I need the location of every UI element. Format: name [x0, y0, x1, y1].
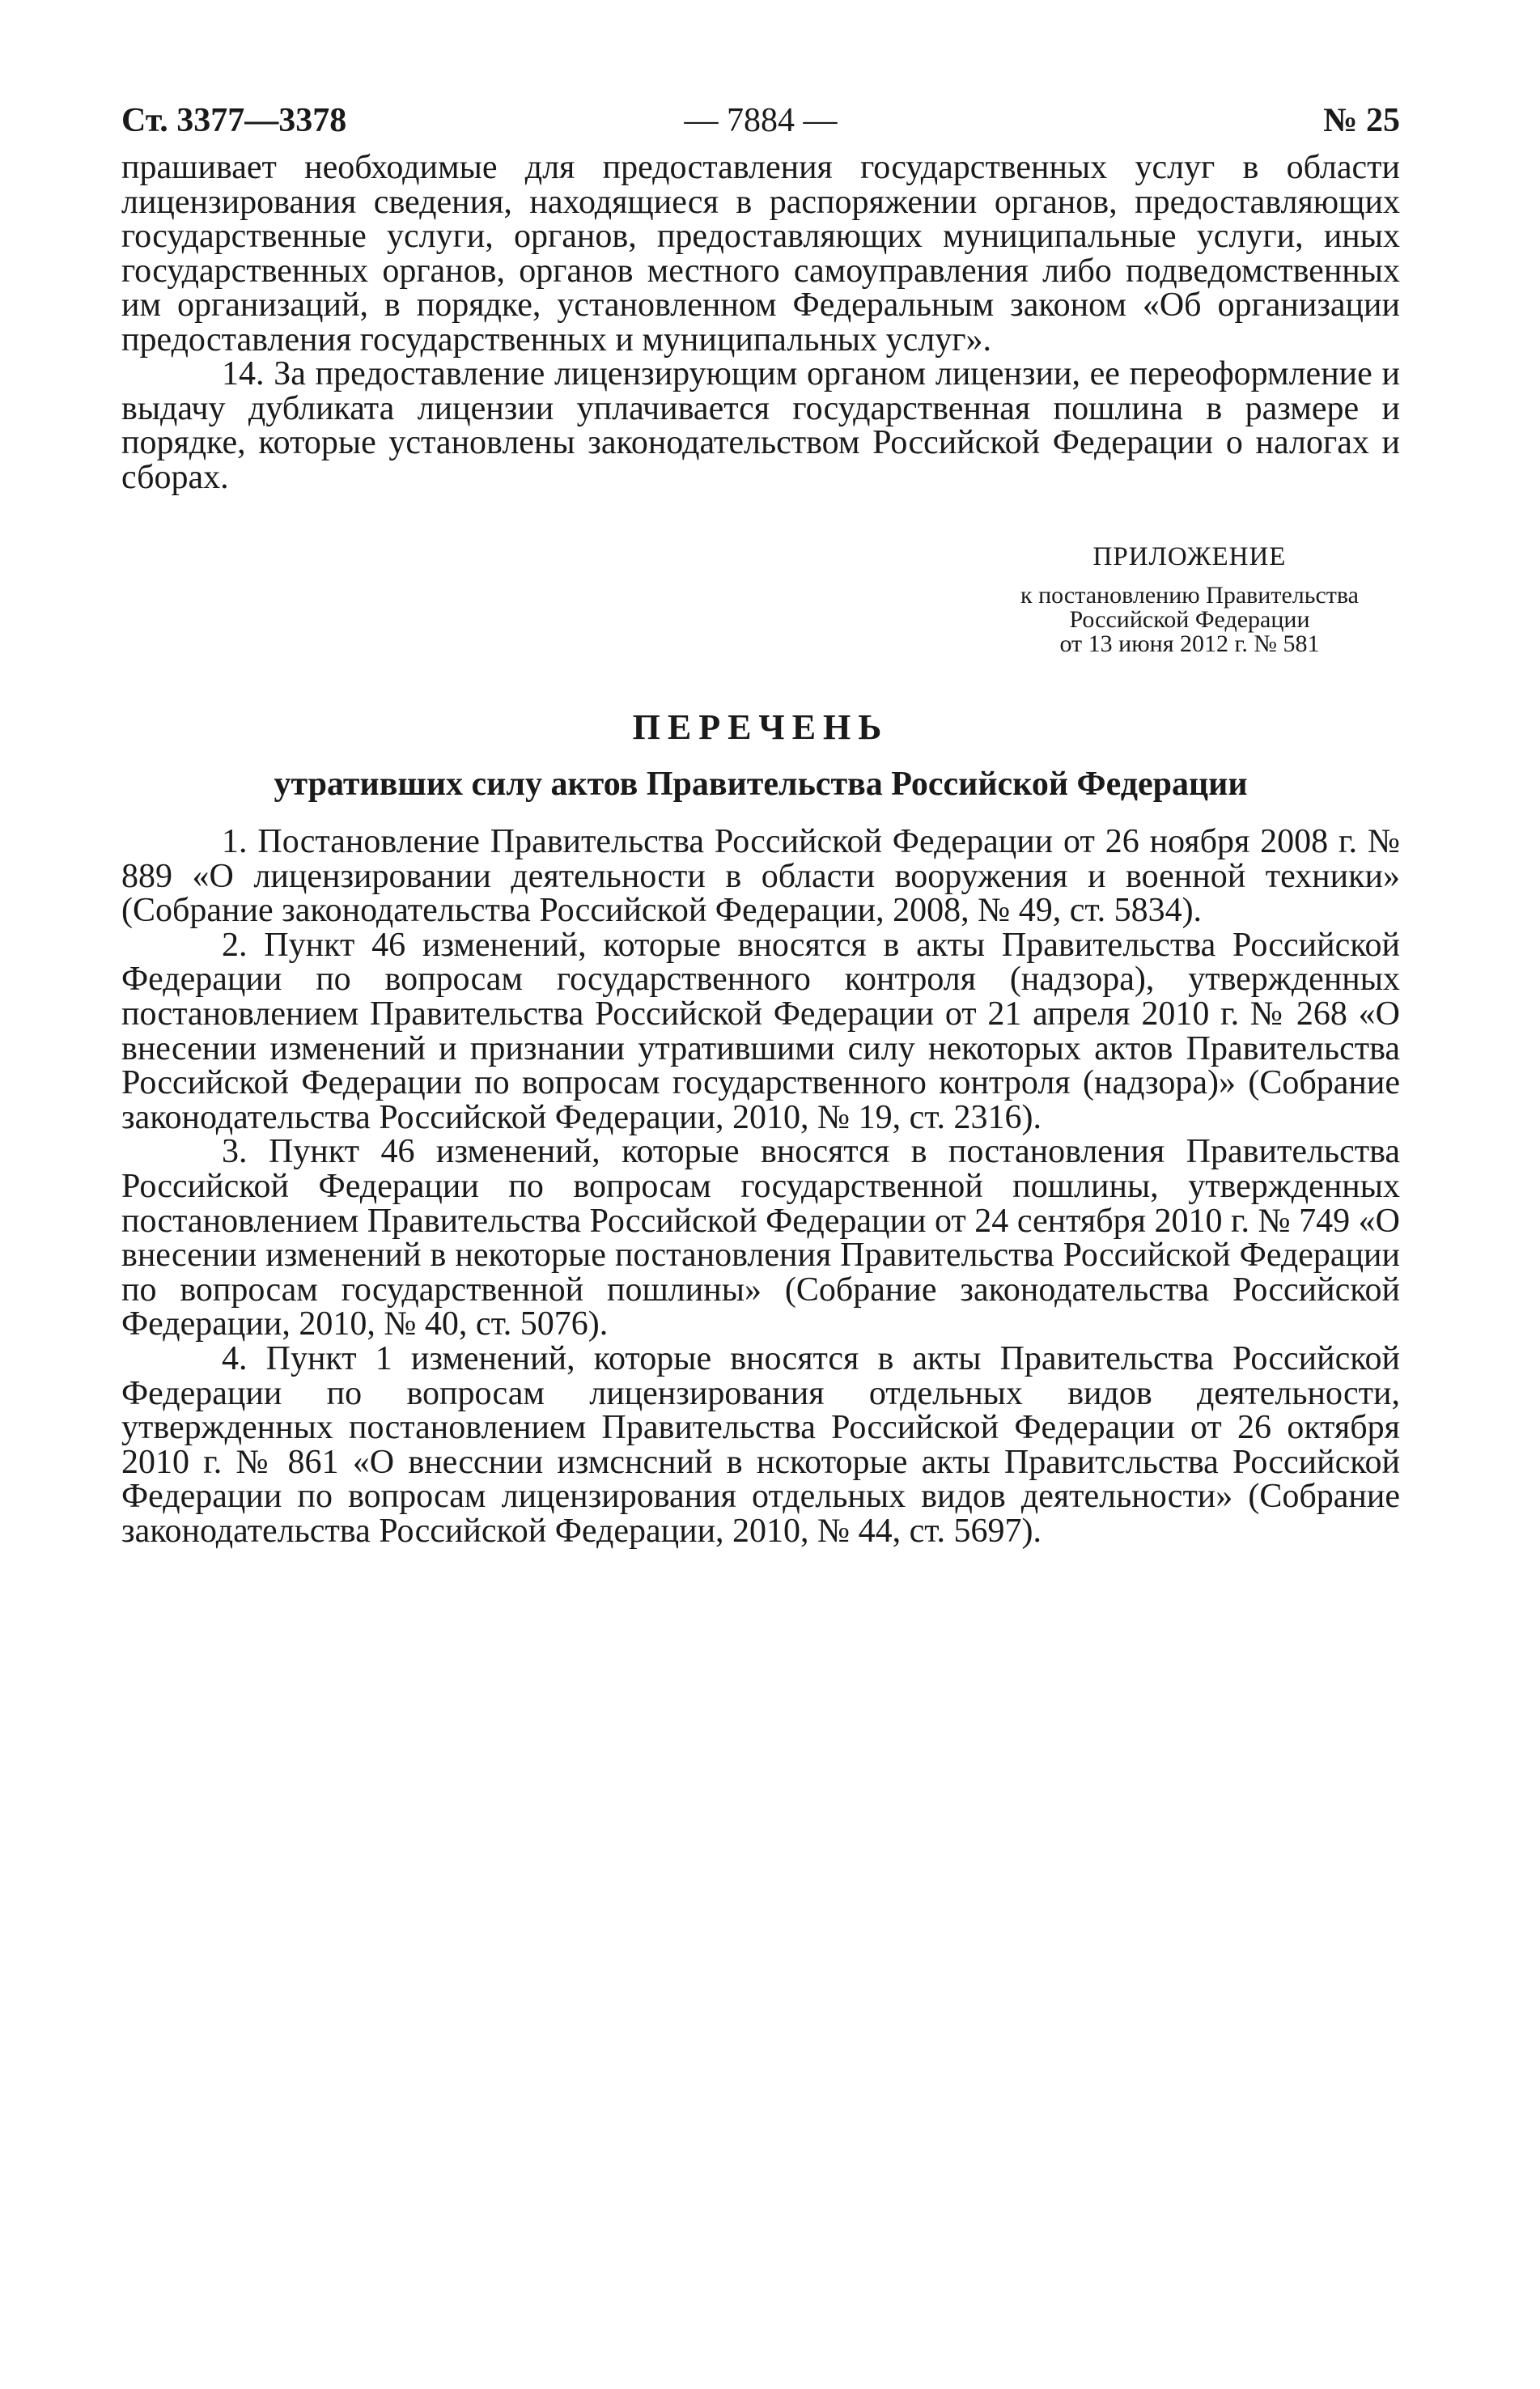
list-item: 2. Пункт 46 изменений, которые вносятся в акты Правительства Российской Федерации по вопросам государственного контроля (надзора), утвержденных постановлением Правительства Российской Федерации от 21 апреля 2010 г. № 268 «О внесении изменений и признании утратившими силу некоторых актов Правительства Российской Федерации по вопросам государственного контроля (надзора)» (Собрание законодательства Российской Федерации, 2010, № 19, ст. 2316).	[121, 926, 1400, 1136]
appendix-line-2: Российской Федерации	[1069, 606, 1310, 633]
appendix-line-1: к постановлению Правительства	[1020, 582, 1359, 609]
body-text	[121, 151, 1400, 494]
page-number: — 7884 —	[684, 102, 838, 139]
paragraph-14: 14. За предоставление лицензирующим органом лицензии, ее переоформление и выдачу дубликата лицензии уплачивается государственная пошлина в размере и порядке, которые установлены законодательством Российской Федерации о налогах и сборах.	[121, 355, 1400, 496]
appendix-block	[979, 542, 1400, 657]
list-subtitle: утративших силу актов Правительства Российской Федерации	[274, 766, 1248, 803]
issue-number: № 25	[1323, 102, 1400, 139]
list-item: 1. Постановление Правительства Российской Федерации от 26 ноября 2008 г. № 889 «О лицензировании деятельности в области вооружения и военной техники» (Собрание законодательства Российской Федерации, 2008, № 49, ст. 5834).	[121, 823, 1400, 930]
page-header	[121, 95, 1400, 146]
list-title: ПЕРЕЧЕНЬ	[632, 707, 889, 747]
list-item: 4. Пункт 1 изменений, которые вносятся в акты Правительства Российской Федерации по вопросам лицензирования отдельных видов деятельности, утвержденных постановлением Правительства Российской Федерации от 26 октября 2010 г. № 861 «О внесснии измснсний в нскоторые акты Правитсльства Российской Федерации по вопросам лицензирования отдельных видов деятельности» (Собрание законодательства Российской Федерации, 2010, № 44, ст. 5697).	[121, 1339, 1400, 1550]
appendix-line-3: от 13 июня 2012 г. № 581	[1059, 630, 1320, 657]
paragraph-continuation: прашивает необходимые для предоставления государственных услуг в области лицензирования сведения, находящиеся в распоряжении органов, предоставляющих государственные услуги, органов, предоставляющих муниципальные услуги, иных государственных органов, органов местного самоуправления либо подведомственных им организаций, в порядке, установленном Федеральным законом «Об организации предоставления государственных и муниципальных услуг».	[121, 149, 1400, 359]
article-range: Ст. 3377—3378	[121, 102, 347, 139]
appendix-title: ПРИЛОЖЕНИЕ	[1092, 542, 1287, 571]
list-item: 3. Пункт 46 изменений, которые вносятся в постановления Правительства Российской Федерации по вопросам государственной пошлины, утвержденных постановлением Правительства Российской Федерации от 24 сентября 2010 г. № 749 «О внесении изменений в некоторые постановления Правительства Российской Федерации по вопросам государственной пошлины» (Собрание законодательства Российской Федерации, 2010, № 40, ст. 5076).	[121, 1133, 1400, 1343]
document-page	[121, 95, 1400, 1548]
list-items	[121, 825, 1400, 1548]
